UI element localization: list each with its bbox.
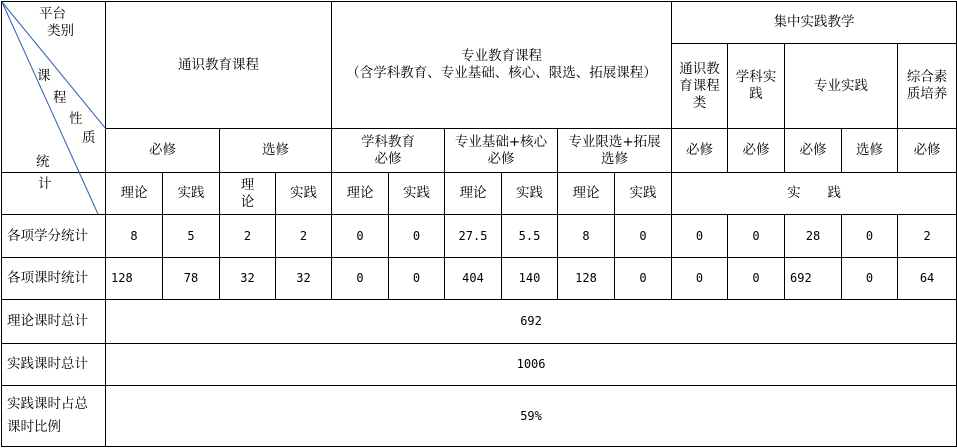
hours-cell: 0 [672,258,728,300]
nature-discipline-line1: 学科教育 [361,133,415,150]
nature-base-core-line1: 专业基础+核心 [454,133,548,150]
nature-practice-quality: 必修 [898,129,957,173]
hours-cell: 0 [389,258,445,300]
credit-cell: 8 [106,215,163,258]
table-row [2,258,957,300]
practice-sub-discipline-line2: 践 [749,86,763,102]
hours-cell: 32 [220,258,276,300]
corner-category-label: 类别 [47,23,74,39]
nature-base-core [445,129,558,173]
nature-practice-general: 必修 [672,129,728,173]
hours-cell: 0 [332,258,389,300]
platform-concentrated-practice: 集中实践教学 [672,2,957,44]
practice-ratio-value: 59% [106,386,957,447]
credit-cell: 8 [558,215,615,258]
practice-sub-general-line1: 通识教育课程 [679,60,720,94]
corner-nature-char: 性 [69,111,83,127]
type-theory-split [220,173,276,215]
platform-general-education: 通识教育课程 [106,2,332,129]
row-label-credits: 各项学分统计 [2,215,106,258]
practice-total-value: 1006 [106,344,957,386]
nature-practice-discipline: 必修 [728,129,785,173]
nature-limited-line2: 选修 [601,150,629,167]
nature-general-required: 必修 [106,129,220,173]
credit-cell: 2 [220,215,276,258]
table-row [2,344,957,386]
table-row [2,300,957,344]
type-practice: 实践 [502,173,558,215]
nature-practice-major-required: 必修 [785,129,842,173]
practice-sub-quality [898,44,957,129]
credit-cell: 0 [389,215,445,258]
ratio-label-line2: 课时比例 [7,419,61,435]
practice-sub-general [672,44,728,129]
type-theory: 理论 [106,173,163,215]
credit-cell: 0 [842,215,898,258]
row-label-practice-total: 实践课时总计 [2,344,106,386]
row-label-theory-total: 理论课时总计 [2,300,106,344]
nature-practice-major-elective: 选修 [842,129,898,173]
hours-cell: 64 [898,258,957,300]
practice-sub-quality-line1: 综合素 [906,69,948,85]
hours-cell: 78 [163,258,220,300]
theory-total-value: 692 [106,300,957,344]
corner-nature-char: 质 [82,130,96,146]
table-row [2,215,957,258]
practice-sub-major: 专业实践 [785,44,898,129]
nature-base-core-line2: 必修 [487,150,515,167]
type-theory-char: 理 [240,176,255,193]
practice-sub-discipline [728,44,785,129]
hours-cell: 0 [728,258,785,300]
credit-cell: 27.5 [445,215,502,258]
type-theory: 理论 [332,173,389,215]
type-practice: 实践 [615,173,672,215]
nature-discipline-education [332,129,445,173]
practice-sub-general-line2: 类 [692,94,707,111]
corner-nature-char: 课 [37,68,51,84]
credit-cell: 2 [898,215,957,258]
credit-cell: 5 [163,215,220,258]
hours-cell: 140 [502,258,558,300]
hours-cell: 0 [842,258,898,300]
row-label-hours: 各项课时统计 [2,258,106,300]
type-practice: 实践 [276,173,332,215]
credit-cell: 0 [672,215,728,258]
nature-discipline-line2: 必修 [374,150,402,167]
nature-general-elective: 选修 [220,129,332,173]
hours-cell: 692 [785,258,842,300]
corner-platform-label: 平台 [39,6,66,22]
type-theory: 理论 [558,173,615,215]
hours-cell: 32 [276,258,332,300]
type-practice: 实践 [389,173,445,215]
credit-cell: 28 [785,215,842,258]
type-theory-char: 论 [240,193,255,210]
type-practice: 实践 [163,173,220,215]
credit-cell: 0 [615,215,672,258]
ratio-label-line1: 实践课时占总 [7,396,88,412]
platform-major-title: 专业教育课程 [461,48,543,64]
type-practice-merged: 实 践 [672,173,957,215]
type-theory: 理论 [445,173,502,215]
practice-sub-discipline-line1: 学科实 [735,69,777,85]
hours-cell: 404 [445,258,502,300]
diagonal-corner-cell [2,2,106,192]
corner-stat-char: 统 [36,154,50,170]
corner-stat-char: 计 [38,176,52,192]
platform-major-education [332,2,672,129]
nature-limited-extension [558,129,672,173]
credit-cell: 0 [332,215,389,258]
platform-major-subtitle: （含学科教育、专业基础、核心、限选、拓展课程） [346,65,657,81]
row-label-practice-ratio [2,386,106,447]
practice-sub-quality-line2: 质培养 [906,86,948,102]
hours-cell: 0 [615,258,672,300]
table-row [2,386,957,447]
credit-cell: 5.5 [502,215,558,258]
credit-cell: 0 [728,215,785,258]
hours-cell: 128 [106,258,163,300]
corner-nature-char: 程 [53,90,67,106]
credit-hours-table [1,1,957,447]
nature-limited-line1: 专业限选+拓展 [568,133,661,150]
credit-cell: 2 [276,215,332,258]
hours-cell: 128 [558,258,615,300]
